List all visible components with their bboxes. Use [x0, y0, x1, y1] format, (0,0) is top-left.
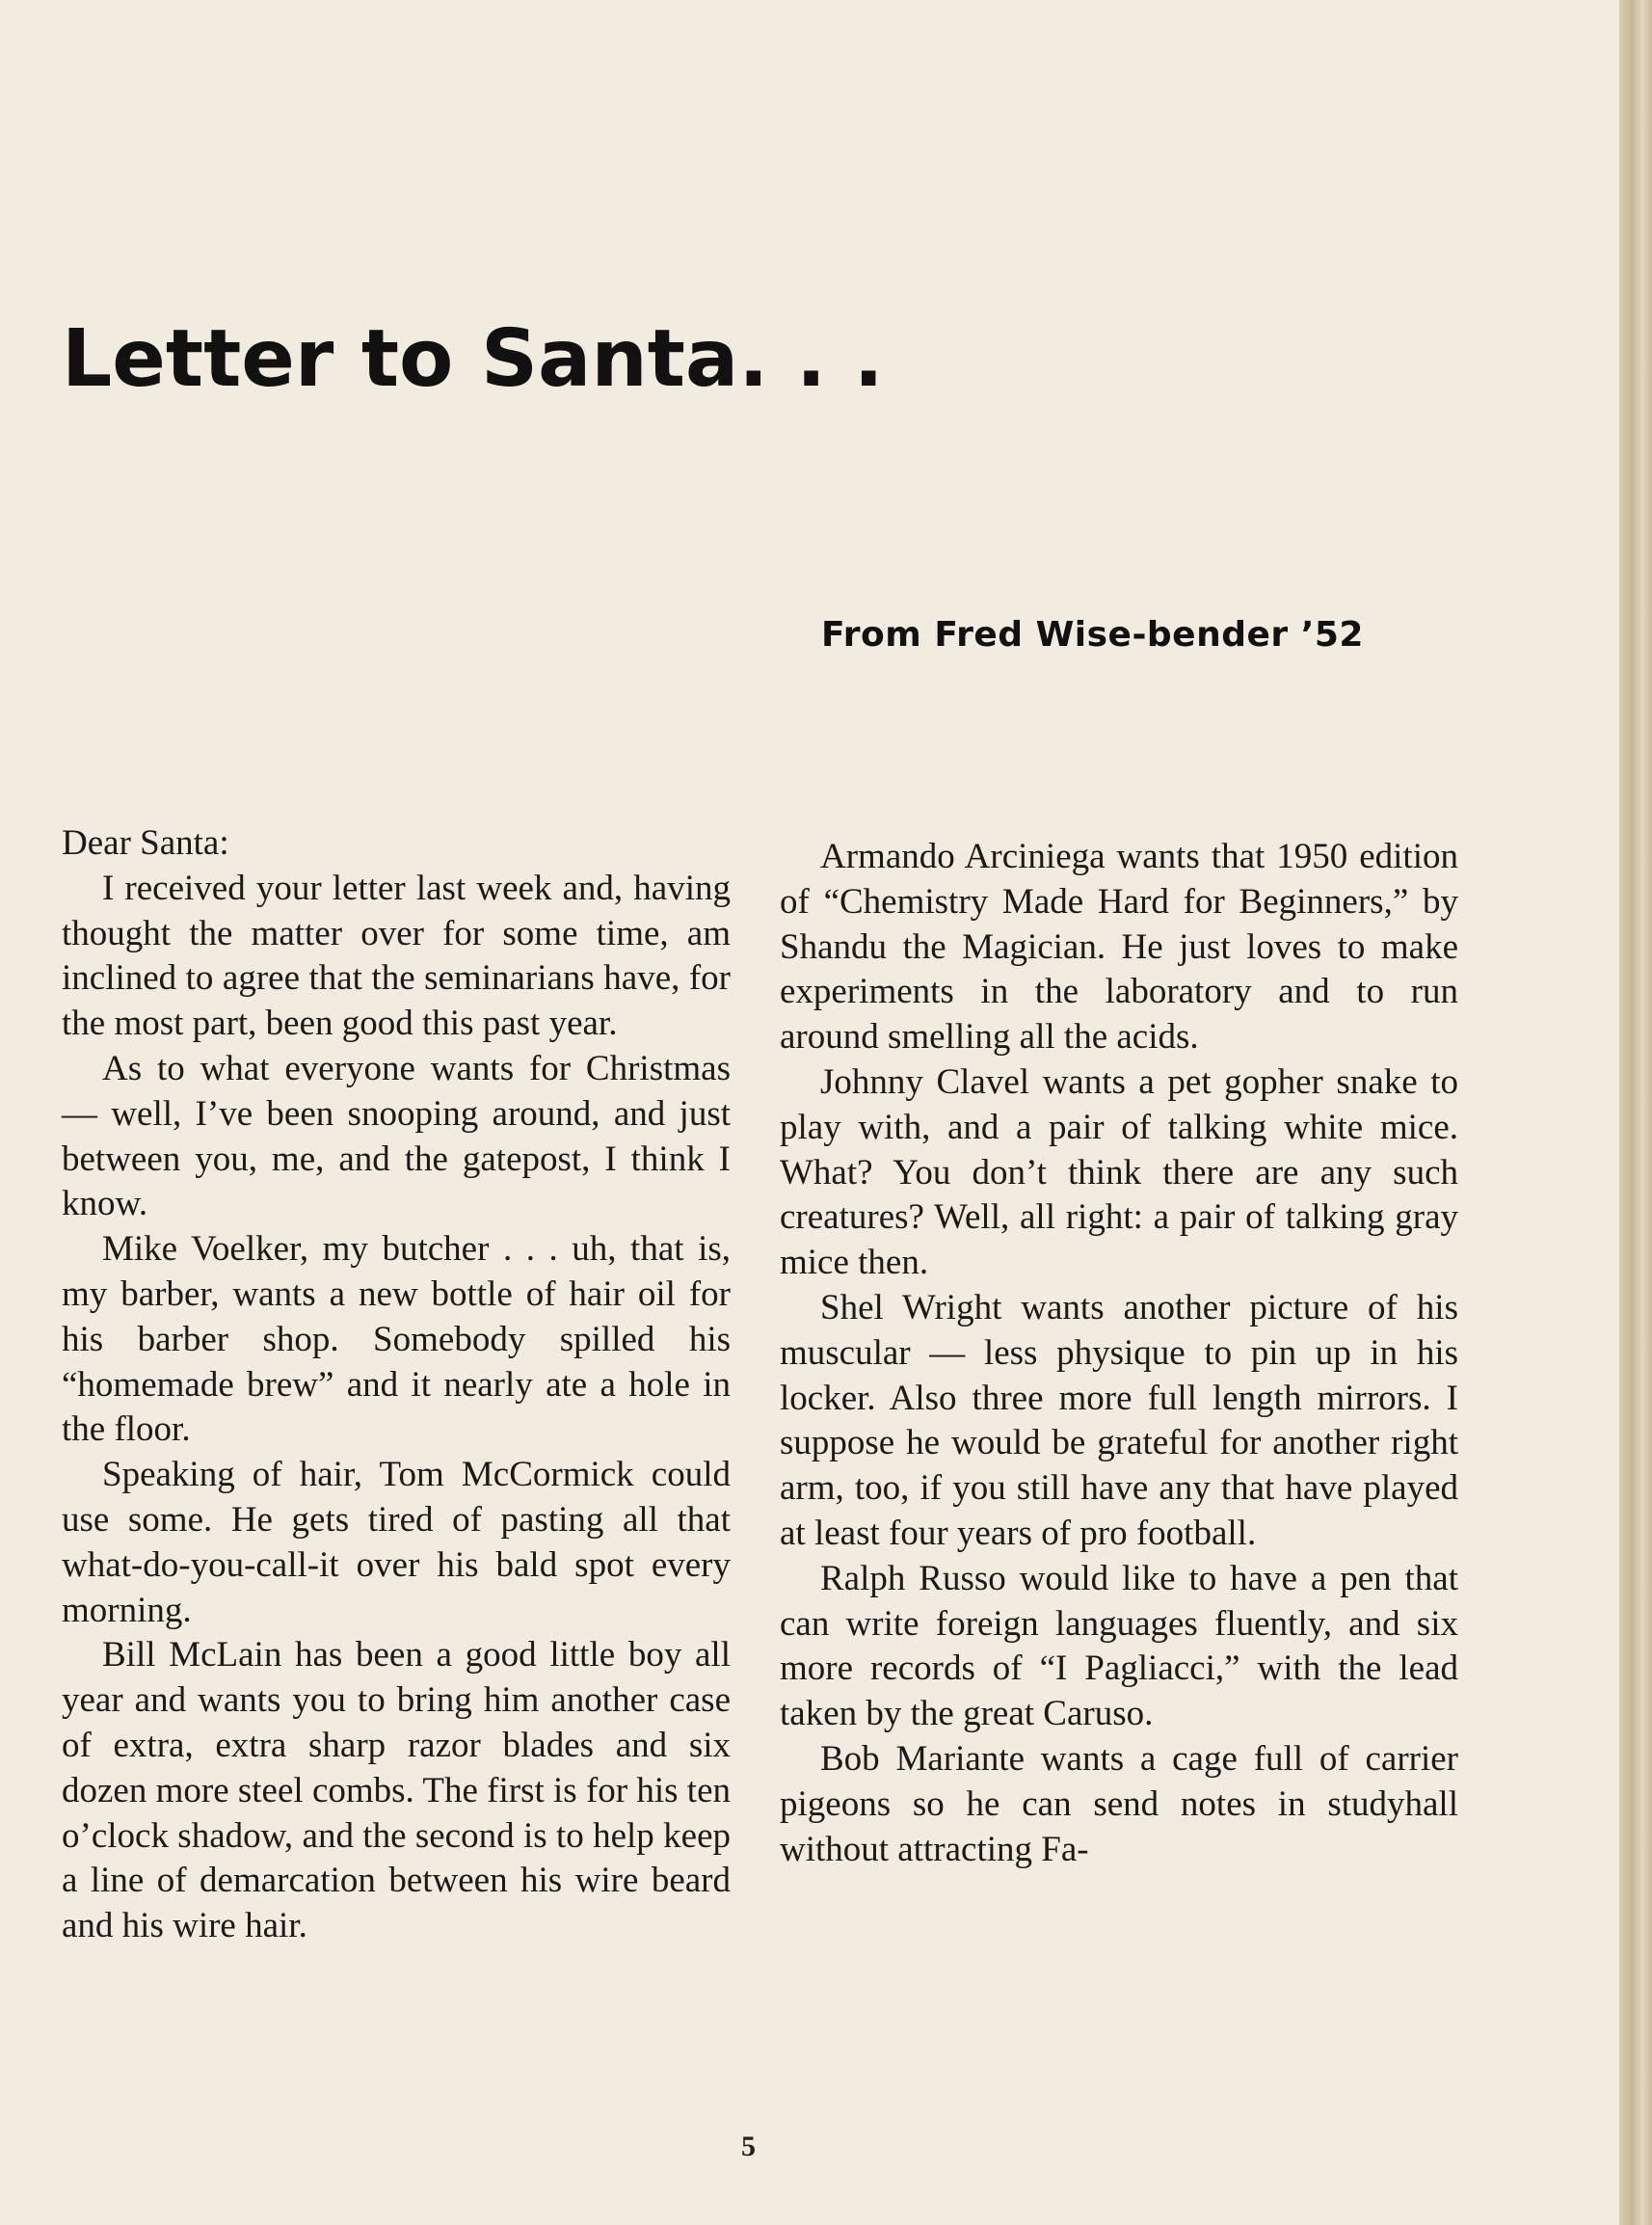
article-byline: From Fred Wise-bender ’52 [821, 615, 1364, 655]
right-column [780, 835, 1458, 1872]
paragraph: Speaking of hair, Tom McCormick could use some. He gets tired of pasting all that what-do-you-call-it over his bald spot every morning. [62, 1455, 731, 1630]
paragraph: As to what everyone wants for Christmas — well, I’ve been snooping around, and just between you, me, and the gatepost, I think I know. [62, 1048, 731, 1224]
paragraph: I received your letter last week and, having thought the matter over for some time, am inclined to agree that the seminarians have, for the most part, been good this past year. [62, 868, 731, 1044]
paragraph: Shel Wright wants another picture of his muscular — less physique to pin up in his locker. Also three more full length mirrors. I suppose he would be grateful for another right arm, too, if you still have any that have played at least four years of pro football. [780, 1287, 1458, 1553]
paragraph: Armando Arciniega wants that 1950 edition of “Chemistry Made Hard for Beginners,” by Shandu the Magician. He just loves to make experiments in the laboratory and to run around smelling all the acids. [780, 837, 1458, 1058]
paragraph: Ralph Russo would like to have a pen that can write foreign languages fluently, and six more records of “I Pagliacci,” with the lead taken by the great Caruso. [780, 1558, 1458, 1734]
paragraph: Mike Voelker, my butcher . . . uh, that is, my barber, wants a new bottle of hair oil for his barber shop. Somebody spilled his “homemade brew” and it nearly ate a hole in the floor. [62, 1229, 731, 1450]
page-number: 5 [741, 2131, 756, 2162]
page-edge [1619, 0, 1652, 2225]
paragraph: Johnny Clavel wants a pet gopher snake to play with, and a pair of talking white mice. What? You don’t think there are any such creatures? Well, all right: a pair of talking gray mice then. [780, 1061, 1458, 1283]
salutation: Dear Santa: [62, 823, 229, 863]
left-column [62, 821, 731, 1949]
paragraph: Bill McLain has been a good little boy all year and wants you to bring him another case of extra, extra sharp razor blades and six dozen more steel combs. The first is for his ten o’clock shadow, and the second is to help keep a line of demarcation between his wire beard and his wire hair. [62, 1635, 731, 1946]
article-title: Letter to Santa. . . [62, 313, 884, 405]
paragraph: Bob Mariante wants a cage full of carrier pigeons so he can send notes in studyhall without attracting Fa- [780, 1738, 1458, 1869]
